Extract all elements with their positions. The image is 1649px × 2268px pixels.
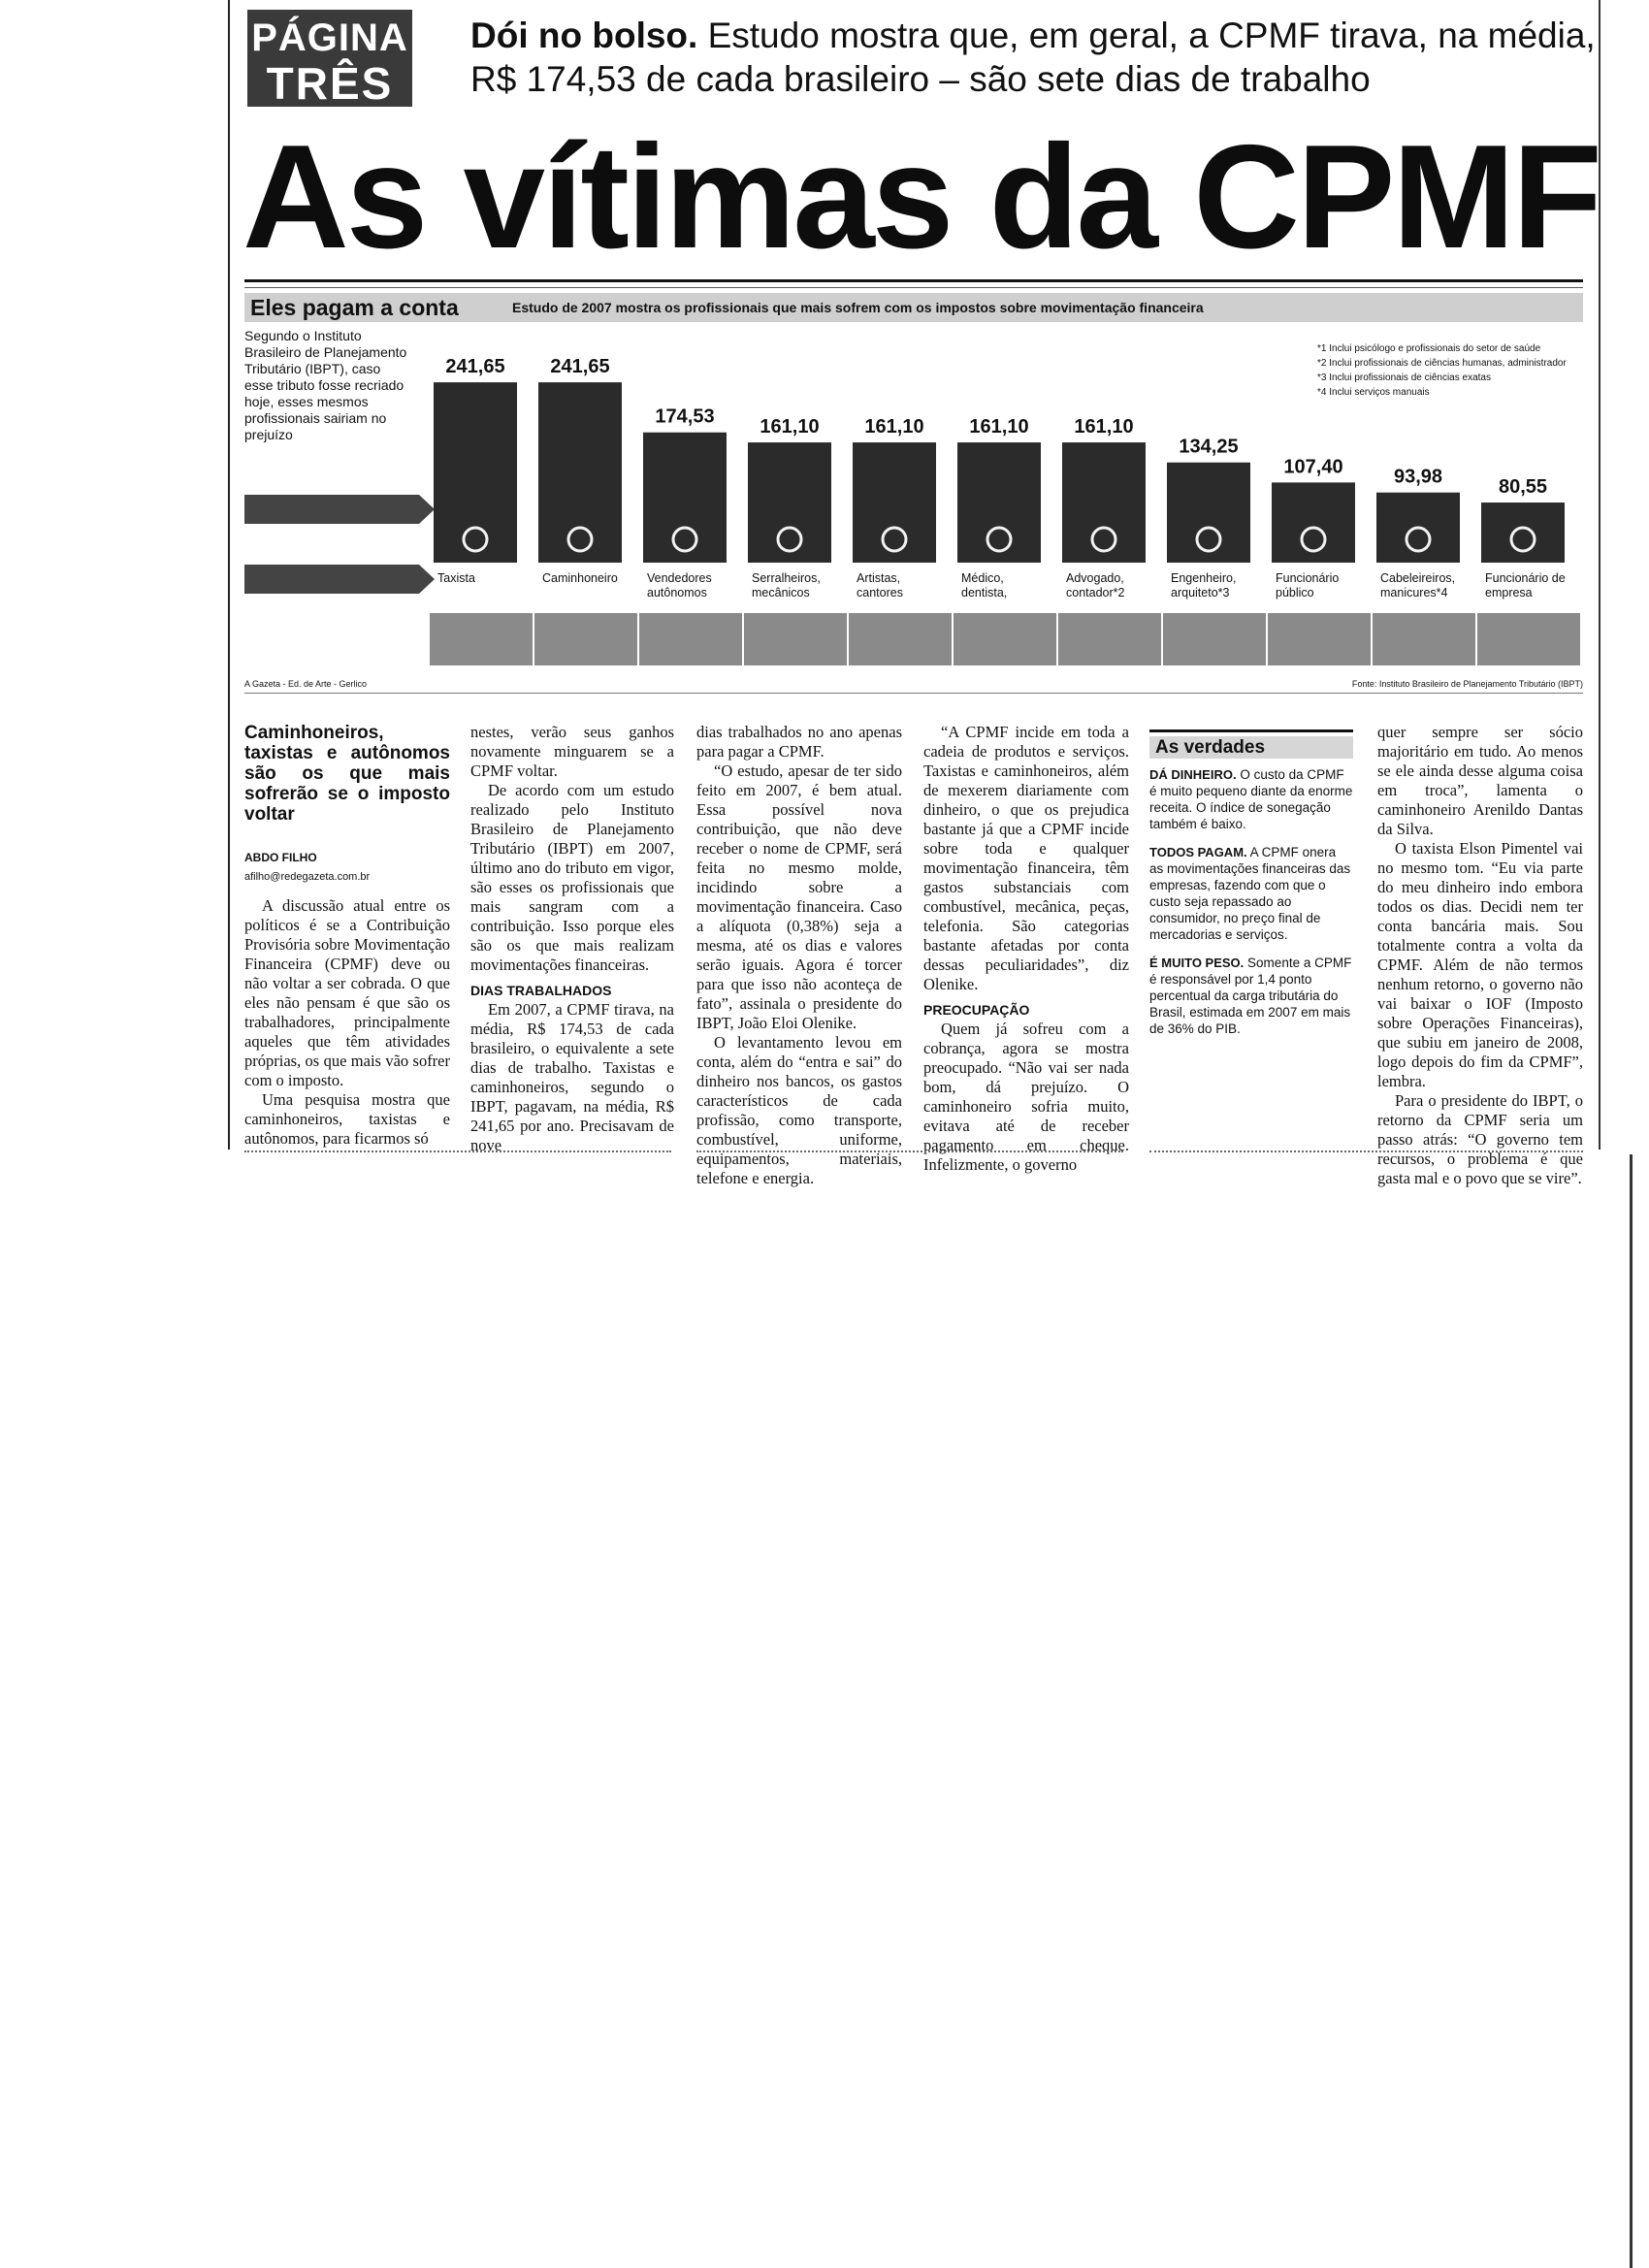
- paragraph: Para o presidente do IBPT, o retorno da CPMF seria um passo atrás: “O governo tem recursos, o problema é que gasta mal e o povo que se vire”.: [1377, 1091, 1583, 1187]
- headline: As vítimas da CPMF: [242, 114, 1600, 279]
- author-email: afilho@redegazeta.com.br: [244, 871, 371, 883]
- x-tick-label: Taxista: [437, 571, 475, 585]
- chart-bar: [1167, 463, 1250, 563]
- box-item: [1149, 844, 1353, 943]
- column-bottom-rule: [696, 1150, 1123, 1152]
- data-label: 134,25: [1179, 436, 1239, 458]
- box-item-text: A CPMF onera as movimentações financeiras das empresas, fazendo com que o custo seja repassado ao consumidor, no preço final de mercadorias e serviços.: [1149, 845, 1351, 942]
- x-tick-label: Funcionário público: [1276, 571, 1340, 599]
- chart-bar: [1481, 502, 1565, 563]
- bar-chart: [417, 320, 1591, 689]
- top-rule: [244, 279, 1583, 282]
- kicker: [470, 14, 1596, 101]
- kicker-lead: Dói no bolso.: [470, 16, 698, 55]
- paragraph: A discussão atual entre os políticos é se a Contribuição Provisória sobre Movimentação Financeira (CPMF) deve ou não voltar a ser cobrada. O que eles não pensam é que são os trabalhadores, principalmente aqueles que têm atividades próprias, os que mais vão sofrer com o imposto.: [244, 896, 450, 1089]
- box-item: [1149, 955, 1353, 1037]
- chart-bar: [853, 442, 936, 563]
- section-badge: [247, 10, 412, 107]
- x-tick-label: Vendedores autônomos: [647, 571, 712, 599]
- data-label: 107,40: [1283, 456, 1343, 478]
- facts-box: [1149, 729, 1353, 1049]
- scan-edge-line: [1630, 1154, 1633, 2268]
- section-label-line2: TRÊS: [266, 58, 394, 109]
- table-cell: [1268, 613, 1371, 665]
- paragraph: “A CPMF incide em toda a cadeia de produtos e serviços. Taxistas e caminhoneiros, além de mexerem diariamente com dinheiro, o que os prejudica bastante já que a CPMF incide sobre toda e qualquer movimentação financeira, têm gastos substanciais com combustível, mecânica, peças, telefonia. São categorias bastante afetadas por conta dessas peculiaridades”, diz Olenike.: [923, 723, 1129, 993]
- table-cell: [1058, 613, 1161, 665]
- article-column-3: [696, 723, 902, 1188]
- table-cell: [534, 613, 637, 665]
- box-item-lead: DÁ DINHEIRO.: [1149, 767, 1237, 782]
- x-tick-label: Advogado, contador*2: [1066, 571, 1125, 599]
- paragraph: dias trabalhados no ano apenas para pagar a CPMF.: [696, 723, 902, 761]
- x-tick-label: Funcionário de empresa: [1485, 571, 1566, 599]
- chart-note: *3 Inclui profissionais de ciências exatas: [1317, 373, 1491, 383]
- table-cell: [1373, 613, 1475, 665]
- article-subhead: Caminhoneiros, taxistas e autônomos são os que mais sofrerão se o imposto voltar: [244, 723, 450, 825]
- section-subheading: DIAS TRABALHADOS: [470, 983, 612, 998]
- paragraph: Quem já sofreu com a cobrança, agora se mostra preocupado. “Não vai ser nada bom, dá prejuízo. O caminhoneiro sofria muito, evitava até de receber pagamento em cheque. Infelizmente, o governo: [923, 1020, 1129, 1174]
- table-cell: [430, 613, 533, 665]
- x-tick-label: Cabeleireiros, manicures*4: [1380, 571, 1456, 599]
- table-cell: [1477, 613, 1580, 665]
- section-label-line1: PÁGINA: [251, 16, 408, 59]
- chart-bar: [748, 442, 831, 563]
- box-item: [1149, 766, 1353, 832]
- chart-credit: A Gazeta - Ed. de Arte - Gerlico: [244, 679, 368, 689]
- data-label: 174,53: [655, 405, 715, 428]
- chart-bar: [1062, 442, 1146, 563]
- data-label: 241,65: [445, 356, 505, 378]
- chart-bar: [643, 433, 727, 563]
- table-cell: [1163, 613, 1266, 665]
- paragraph: Uma pesquisa mostra que caminhoneiros, taxistas e autônomos, para ficarmos só: [244, 1090, 450, 1148]
- chart-subtitle: Estudo de 2007 mostra os profissionais que mais sofrem com os impostos sobre movimentação financeira: [512, 300, 1204, 315]
- table-cell: [744, 613, 847, 665]
- chart-note: *2 Inclui profissionais de ciências humanas, administrador: [1317, 358, 1567, 369]
- chart-bar: [957, 442, 1041, 563]
- data-label: 241,65: [550, 356, 610, 378]
- data-label: 161,10: [969, 416, 1029, 438]
- x-tick-label: Caminhoneiro: [542, 571, 618, 585]
- chart-note: *1 Inclui psicólogo e profissionais do setor de saúde: [1317, 343, 1541, 354]
- data-label: 161,10: [1074, 416, 1134, 438]
- article-column-6: [1377, 723, 1583, 1188]
- top-rule-thin: [244, 287, 1583, 288]
- chart-bottom-rule: [244, 693, 1583, 694]
- arrow-marker: [244, 565, 419, 594]
- paragraph: quer sempre ser sócio majoritário em tudo. Ao menos se ele ainda desse alguma coisa em troca”, lamenta o caminhoneiro Arenildo Dantas da Silva.: [1377, 723, 1583, 838]
- x-tick-label: Artistas, cantores: [857, 571, 903, 599]
- box-item-lead: É MUITO PESO.: [1149, 956, 1245, 970]
- x-tick-label: Engenheiro, arquiteto*3: [1171, 571, 1237, 599]
- x-tick-label: Médico, dentista,: [961, 571, 1008, 599]
- chart-note: *4 Inclui serviços manuais: [1317, 387, 1430, 398]
- data-label: 161,10: [760, 416, 820, 438]
- article-column-1: [244, 723, 450, 1149]
- section-subheading: PREOCUPAÇÃO: [923, 1002, 1030, 1018]
- table-cell: [954, 613, 1056, 665]
- arrow-marker: [244, 495, 419, 524]
- author-name: ABDO FILHO: [244, 851, 317, 864]
- paragraph: Em 2007, a CPMF tirava, na média, R$ 174,53 de cada brasileiro, o equivalente a sete dias de trabalho. Taxistas e caminhoneiros, segundo o IBPT, pagavam, na média, R$ 241,65 por ano. Precisavam de nove: [470, 1000, 674, 1154]
- paragraph: O levantamento levou em conta, além do “entra e sai” do dinheiro nos bancos, os gastos característicos de cada profissão, como transporte, combustível, uniforme, equipamentos, materiais, telefone e energia.: [696, 1033, 902, 1187]
- box-rule: [1149, 729, 1353, 732]
- box-item-lead: TODOS PAGAM.: [1149, 845, 1247, 859]
- table-cell: [849, 613, 952, 665]
- data-label: 161,10: [864, 416, 924, 438]
- page-frame-left: [228, 0, 230, 1150]
- table-cell: [639, 613, 742, 665]
- data-label: 80,55: [1498, 476, 1548, 499]
- kicker-text: Estudo mostra que, em geral, a CPMF tirava, na média, R$ 174,53 de cada brasileiro – são sete dias de trabalho: [470, 16, 1596, 99]
- chart-bar: [434, 382, 517, 563]
- column-bottom-rule: [244, 1150, 671, 1152]
- article-column-2: [470, 723, 674, 1155]
- box-title: As verdades: [1149, 736, 1353, 759]
- paragraph: “O estudo, apesar de ter sido feito em 2007, é bem atual. Essa possível nova contribuição, que não deve receber o nome de CPMF, será feita no mesmo molde, incidindo sobre a movimentação financeira. Caso a alíquota (0,38%) seja a mesma, até os dias e valores serão iguais. Agora é torcer para que isso não aconteça de fato”, assinala o presidente do IBPT, João Eloi Olenike.: [696, 761, 902, 1032]
- chart-intro: Segundo o Instituto Brasileiro de Planejamento Tributário (IBPT), caso esse tributo fosse recriado hoje, esses mesmos profissionais sairiam no prejuízo: [244, 328, 407, 442]
- chart-heading: Eles pagam a conta: [250, 295, 459, 320]
- box-item-text: Somente a CPMF é responsável por 1,4 ponto percentual da carga tributária do Brasil, estimada em 2007 em mais de 36% do PIB.: [1149, 956, 1352, 1036]
- paragraph: O taxista Elson Pimentel vai no mesmo tom. “Eu via parte do meu dinheiro indo embora todos os dias. Decidi nem ter conta bancária mais. Sou totalmente contra a volta da CPMF. Além de não termos nenhum retorno, o governo não vai baixar o IOF (Imposto sobre Operações Financeiras), que subiu em janeiro de 2008, logo depois do fim da CPMF”, lembra.: [1377, 839, 1583, 1090]
- article-column-4: [923, 723, 1129, 1175]
- chart-bar: [538, 382, 622, 563]
- x-tick-label: Serralheiros, mecânicos: [752, 571, 821, 599]
- data-label: 93,98: [1393, 466, 1443, 488]
- column-bottom-rule: [1149, 1150, 1583, 1152]
- box-item-text: O custo da CPMF é muito pequeno diante da enorme receita. O índice de sonegação também é baixo.: [1149, 767, 1353, 831]
- paragraph: De acordo com um estudo realizado pelo Instituto Brasileiro de Planejamento Tributário (IBPT) em 2007, último ano do tributo em vigor, são esses os profissionais que mais sangram com a contribuição. Isso porque eles são os que mais realizam movimentações financeiras.: [470, 781, 674, 974]
- chart-footer: [244, 679, 1583, 689]
- paragraph: nestes, verão seus ganhos novamente minguarem se a CPMF voltar.: [470, 723, 674, 780]
- chart-source: Fonte: Instituto Brasileiro de Planejamento Tributário (IBPT): [1351, 679, 1583, 689]
